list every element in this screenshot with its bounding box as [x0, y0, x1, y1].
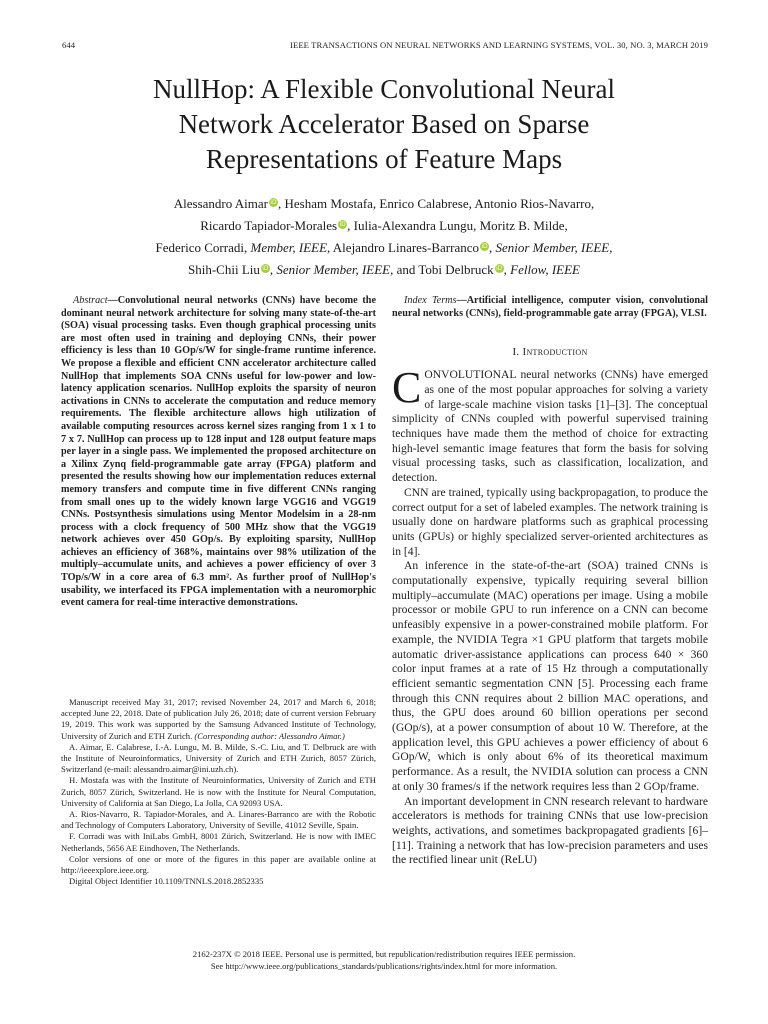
orcid-icon[interactable]: iD [339, 221, 346, 228]
page-number: 644 [62, 40, 76, 50]
author-line-3: Federico Corradi, Member, IEEE, Alejandro Linares-Barranco iD, Senior Member, IEEE, [155, 240, 613, 255]
footnote-affiliation: A. Aimar, E. Calabrese, I.-A. Lungu, M. B. Milde, S.-C. Liu, and T. Delbruck are with the Institute of Neuroinformatics, University of Zurich and ETH Zurich, 8057 Zürich, Switzerland (e-mail: alessandro.aimar@ini.uzh.ch). [61, 741, 376, 775]
title-line: Network Accelerator Based on Sparse [178, 109, 590, 139]
copyright-notice: 2162-237X © 2018 IEEE. Personal use is permitted, but republication/redistribution requires IEEE permission. See http://www.ieee.org/publications_standards/publications/rights/index.html for more information. [192, 949, 576, 971]
abstract-text: Convolutional neural networks (CNNs) have become the dominant neural network architecture for solving many state-of-the-art (SOA) visual processing tasks. Even though graphical processing units are most often used in training and deploying CNNs, their power efficiency is less than 10 GOp/s/W for single-frame runtime inference. We propose a flexible and efficient CNN accelerator architecture called NullHop that implements SOA CNNs useful for low-power and low-latency application scenarios. NullHop exploits the sparsity of neuron activations in CNNs to accelerate the computation and reduce memory requirements. The flexible architecture allows high utilization of available computing resources across kernel sizes ranging from 1 x 1 to 7 x 7. NullHop can process up to 128 input and 128 output feature maps per layer in a single pass. We implemented the proposed architecture on a Xilinx Zynq field-programmable gate array (FPGA) platform and presented the results showing how our implementation reduces external memory transfers and compute time in five different CNNs ranging from small ones up to the widely known large VGG16 and VGG19 CNNs. Postsynthesis simulations using Mentor Modelsim in a 28-nm process with a clock frequency of 500 MHz show that the VGG19 network achieves over 450 GOp/s. By exploiting sparsity, NullHop achieves an efficiency of 368%, maintains over 98% utilization of the multiply–accumulate units, and achieves a power efficiency of over 3 TOp/s/W in a core area of 6.3 mm². As further proof of NullHop's usability, we interfaced its FPGA implementation with a neuromorphic event camera for real-time interactive demonstrations. [61, 295, 376, 609]
abstract-label: Abstract [73, 295, 108, 306]
drop-cap: C [392, 363, 422, 413]
orcid-icon[interactable]: iD [270, 199, 277, 206]
author-list [60, 193, 708, 281]
footnote-affiliation: A. Rios-Navarro, R. Tapiador-Morales, and A. Linares-Barranco are with the Robotic and Technology of Computers Laboratory, University of Seville, 41012 Seville, Spain. [61, 809, 376, 831]
footnote-color-note: Color versions of one or more of the figures in this paper are available online at http://ieeexplore.ieee.org. [61, 853, 376, 876]
paragraph: An important development in CNN research relevant to hardware accelerators is methods for training CNNs that use low-precision weights, activations, and sometimes backpropagated gradients [6]–[11]. Training a network that has low-precision parameters and uses the rectified linear unit (ReLU) [392, 794, 708, 867]
orcid-icon[interactable]: iD [496, 265, 503, 272]
running-header [62, 40, 708, 50]
author-line-2: Ricardo Tapiador-Morales iD, Iulia-Alexandra Lungu, Moritz B. Milde, [200, 218, 568, 233]
index-terms: Index Terms—Artificial intelligence, computer vision, convolutional neural networks (CNNs), field-programmable gate array (FPGA), VLSI. [392, 295, 708, 319]
author-line-1: Alessandro Aimar iD, Hesham Mostafa, Enrico Calabrese, Antonio Rios-Navarro, [173, 196, 595, 211]
author-line-4: Shih-Chii Liu iD, Senior Member, IEEE, and Tobi Delbruck iD, Fellow, IEEE [188, 262, 580, 277]
paper-title [60, 72, 708, 177]
paragraph: An inference in the state-of-the-art (SOA) trained CNNs is computationally expensive, typically requiring several billion multiply–accumulate (MAC) operations per image. Using a mobile processor or mobile GPU to run inference on a CNN can become unfeasibly expensive in a power-constrained mobile platform. For example, the NVIDIA Tegra ×1 GPU platform that targets mobile automatic driver-assistance applications can process 640 × 360 color input frames at a rate of 15 Hz through a computationally efficient semantic segmentation CNN [5]. Processing each frame through this CNN requires about 2 billion MAC operations, and thus, the GPU does around 60 billion operations per second (GOp/s), at a power consumption of about 10 W. Therefore, at the application level, this GPU achieves a power efficiency of about 6 GOp/W, which is only about 6% of its theoretical maximum performance. As a result, the NVIDIA solution can process a CNN at only 30 frames/s if the network requires less than 2 GOp/frame. [392, 559, 708, 793]
right-column [392, 295, 708, 868]
orcid-icon[interactable]: iD [481, 243, 488, 250]
index-terms-label: Index Terms [404, 295, 457, 306]
footnote-affiliation: H. Mostafa was with the Institute of Neuroinformatics, University of Zurich and ETH Zurich, 8057 Zürich, Switzerland. He is now with the Institute for Neural Computation, University of California at San Diego, La Jolla, CA 92093 USA. [61, 775, 376, 808]
footnote-doi: Digital Object Identifier 10.1109/TNNLS.2018.2852335 [69, 876, 264, 887]
left-column [61, 295, 376, 610]
paragraph: CNN are trained, typically using backpropagation, to produce the correct output for a set of labeled examples. The network training is usually done on hardware platforms such as graphical processing units (GPUs) or highly specialized server-oriented architectures as in [4]. [392, 485, 708, 558]
index-terms-text: Artificial intelligence, computer vision, convolutional neural networks (CNNs), field-programmable gate array (FPGA), VLSI. [392, 295, 708, 319]
footnote-received: Manuscript received May 31, 2017; revised November 24, 2017 and March 6, 2018; accepted June 22, 2018. Date of publication July 26, 2018; date of current version February 19, 2019. This work was supported by the Samsung Advanced Institute of Technology, University of Zurich and ETH Zurich. (Corresponding author: Alessandro Aimar.) [61, 697, 376, 741]
title-line: NullHop: A Flexible Convolutional Neural [153, 74, 615, 104]
journal-name: IEEE TRANSACTIONS ON NEURAL NETWORKS AND LEARNING SYSTEMS, VOL. 30, NO. 3, MARCH 2019 [290, 40, 708, 50]
orcid-icon[interactable]: iD [262, 265, 269, 272]
footnotes [61, 697, 376, 887]
section-heading: I. Introduction [512, 346, 588, 359]
body-text [392, 363, 708, 868]
footnote-affiliation: F. Corradi was with IniLabs GmbH, 8001 Zürich, Switzerland. He is now with IMEC Netherlands, 5656 AE Eindhoven, The Netherlands. [61, 831, 376, 853]
abstract: Abstract—Convolutional neural networks (CNNs) have become the dominant neural network architecture for solving many state-of-the-art (SOA) visual processing tasks. Even though graphical processing units are most often used in training and deploying CNNs, their power efficiency is less than 10 GOp/s/W for single-frame runtime inference. We propose a flexible and efficient CNN accelerator architecture called NullHop that implements SOA CNNs useful for low-power and low-latency application scenarios. NullHop exploits the sparsity of neuron activations in CNNs to accelerate the computation and reduce memory requirements. The flexible architecture allows high utilization of available computing resources across kernel sizes ranging from 1 x 1 to 7 x 7. NullHop can process up to 128 input and 128 output feature maps per layer in a single pass. We implemented the proposed architecture on a Xilinx Zynq field-programmable gate array (FPGA) platform and presented the results showing how our implementation reduces external memory transfers and compute time in five different CNNs ranging from small ones up to the widely known large VGG16 and VGG19 CNNs. Postsynthesis simulations using Mentor Modelsim in a 28-nm process with a clock frequency of 500 MHz show that the VGG19 network achieves over 450 GOp/s. By exploiting sparsity, NullHop achieves an efficiency of 368%, maintains over 98% utilization of the multiply–accumulate units, and achieves a power efficiency of over 3 TOp/s/W in a core area of 6.3 mm². As further proof of NullHop's usability, we interfaced its FPGA implementation with a neuromorphic event camera for real-time interactive demonstrations. [61, 295, 376, 609]
paragraph: CONVOLUTIONAL neural networks (CNNs) have emerged as one of the most popular approaches for solving a variety of large-scale machine vision tasks [1]–[3]. The conceptual simplicity of CNNs coupled with powerful supervised training techniques have made them the method of choice for extracting high-level semantic image features that form the basis for solving visual processing tasks, such as classification, localization, and detection. [392, 363, 708, 485]
title-line: Representations of Feature Maps [205, 144, 563, 174]
